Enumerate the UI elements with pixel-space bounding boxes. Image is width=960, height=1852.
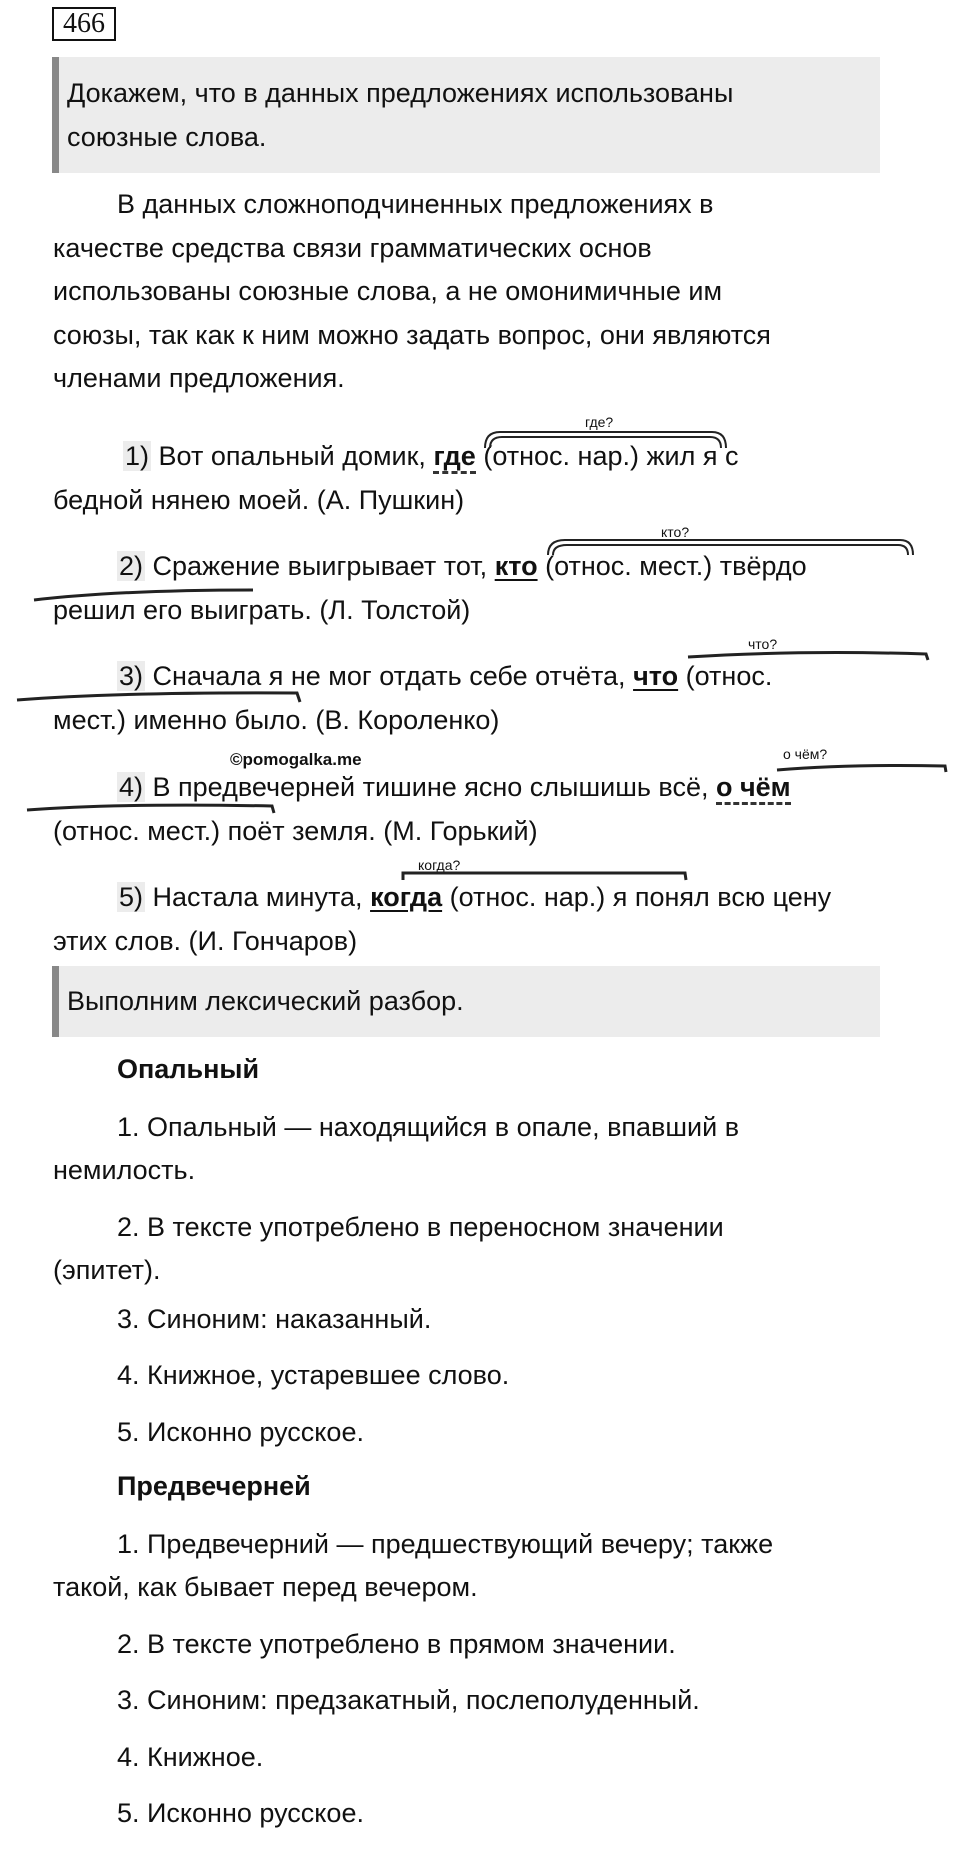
intro-paragraph <box>53 183 893 401</box>
callout-task-line-1: Докажем, что в данных предложениях использованы <box>67 78 734 108</box>
watermark: ©pomogalka.me <box>230 750 362 769</box>
word-1-item-2-cont: (эпитет). <box>53 1255 161 1285</box>
sentence-4-question: о чём? <box>783 746 828 762</box>
word-2-item-3: 3. Синоним: предзакатный, послеполуденный. <box>117 1685 700 1715</box>
word-2-item-4: 4. Книжное. <box>117 1741 264 1772</box>
sentence-1-rest: (относ. нар.) жил я с <box>483 441 739 471</box>
word-1-item-2: 2. В тексте употреблено в переносном значении <box>117 1211 724 1242</box>
intro-line-1: В данных сложноподчиненных предложениях в <box>117 189 714 219</box>
sentence-1-question: где? <box>585 414 614 430</box>
word-1-title: Опальный <box>117 1054 260 1084</box>
sentence-4 <box>53 766 893 853</box>
word-1-item-3: 3. Синоним: наказанный. <box>117 1303 432 1334</box>
sentence-2-keyword: кто <box>494 551 538 581</box>
sentence-4-number: 4) <box>119 772 144 802</box>
callout-task <box>52 57 880 173</box>
sentence-1-number: 1) <box>125 441 150 471</box>
sentence-1 <box>53 435 893 522</box>
sentence-2-question: кто? <box>661 524 690 540</box>
callout-lexical: Выполним лексический разбор. <box>52 966 880 1037</box>
sentence-4-keyword: о чём <box>716 772 791 802</box>
sentence-2 <box>53 545 893 632</box>
sentence-5-number: 5) <box>119 882 144 912</box>
sentence-5-text: Настала минута, <box>152 882 363 912</box>
word-2-item-2: 2. В тексте употреблено в прямом значении. <box>117 1628 676 1659</box>
sentence-4-line-2: (относ. мест.) поёт земля. (М. Горький) <box>53 815 538 846</box>
sentence-3-keyword: что <box>633 661 679 691</box>
sentence-4-text: В предвечерней тишине ясно слышишь всё, <box>152 772 709 802</box>
sentence-3-rest: (относ. <box>685 661 773 691</box>
intro-line-2: качестве средства связи грамматических основ <box>53 232 652 263</box>
sentence-1-line-2: бедной нянею моей. (А. Пушкин) <box>53 484 465 515</box>
word-1-item-1: 1. Опальный — находящийся в опале, впавший в <box>117 1111 740 1142</box>
task-number: 466 <box>52 7 116 41</box>
sentence-3-line-2: мест.) именно было. (В. Короленко) <box>53 704 500 735</box>
word-1-item-4: 4. Книжное, устаревшее слово. <box>117 1360 510 1390</box>
sentence-2-number: 2) <box>119 551 144 581</box>
word-2-section <box>53 1465 893 1836</box>
sentence-3-text: Сначала я не мог отдать себе отчёта, <box>152 661 626 691</box>
sentence-5-question: когда? <box>418 857 461 873</box>
word-2-title: Предвечерней <box>117 1471 311 1501</box>
sentence-2-rest: (относ. мест.) твёрдо <box>545 551 807 581</box>
sentence-5 <box>53 876 893 963</box>
sentence-3-question: что? <box>748 636 778 652</box>
sentence-3 <box>53 655 893 742</box>
callout-task-line-2: союзные слова. <box>67 122 267 152</box>
word-1-section <box>53 1048 893 1454</box>
sentence-3-number: 3) <box>119 661 144 691</box>
word-2-item-1-cont: такой, как бывает перед вечером. <box>53 1572 478 1602</box>
intro-line-5: членами предложения. <box>53 363 345 393</box>
word-2-item-1: 1. Предвечерний — предшествующий вечеру; также <box>117 1528 774 1559</box>
sentence-5-line-2: этих слов. (И. Гончаров) <box>53 925 358 956</box>
sentence-2-line-2: решил его выиграть. (Л. Толстой) <box>53 594 471 625</box>
sentence-1-keyword: где <box>433 441 476 471</box>
intro-line-3: использованы союзные слова, а не омонимичные им <box>53 276 723 306</box>
sentence-1-text: Вот опальный домик, <box>158 441 426 471</box>
word-2-item-5: 5. Исконно русское. <box>117 1798 364 1828</box>
word-1-item-1-cont: немилость. <box>53 1155 196 1185</box>
sentence-5-rest: (относ. нар.) я понял всю цену <box>449 882 832 912</box>
sentence-5-keyword: когда <box>370 882 443 912</box>
sentence-2-text: Сражение выигрывает тот, <box>152 551 488 581</box>
word-1-item-5: 5. Исконно русское. <box>117 1416 364 1447</box>
intro-line-4: союзы, так как к ним можно задать вопрос, они являются <box>53 319 771 350</box>
